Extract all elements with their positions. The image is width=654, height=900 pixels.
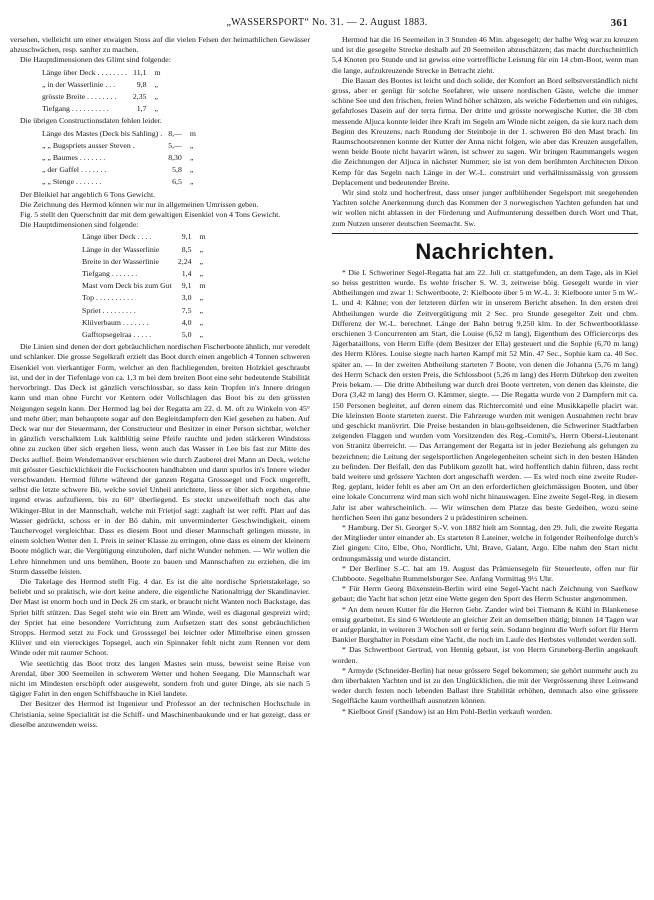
paragraph: versehen, vielleicht um einer etwaigen Stoss auf die vielen Felsen der heimathlichen Gewässer abzuschwächen, resp. sanfter zu machen. xyxy=(10,35,310,55)
spec-label: Länge über Deck . . . . xyxy=(82,232,152,242)
news-item: * Hamburg. Der St. Georger S.-V. von 1882 hielt am Sonntag, den 29. Juli, die zweite Regatta der Mitglieder unter einander ab. Es starteten 8 Lateiner, welche in folgender Reihenfolge durch's Ziel gingen: Cito, Elbe, Oho, Nordlicht, Uhl, Brave, Galant, Argo. Elbe nahm den Start nicht ordnungsmässig und wurde distancirt. xyxy=(332,522,638,563)
spec-label: „ der Gaffel . . . . . . . xyxy=(42,165,107,175)
paragraph: Fig. 5 stellt den Querschnitt dar mit dem gewaltigen Eisenkiel von 4 Tons Gewicht. xyxy=(20,210,281,220)
news-item: * Für Herrn Georg Büxenstein-Berlin wird eine Segel-Yacht nach Zeichnung von Saefkow gebaut; die Yacht hat schon jetzt eine Wette gegen den Sport des Herrn Schuster angenommen. xyxy=(332,584,638,604)
paragraph: Die Zeichnung des Hermod können wir nur in allgemeinen Umrissen geben. xyxy=(20,199,259,209)
paragraph: Die übrigen Constructionsdaten fehlen leider. xyxy=(20,116,162,126)
news-item: * An dem neuen Kutter für die Herren Gebr. Zander wird bei Tiemann & Kühl in Blankenese emsig gearbeitet. Es sind 6 Werkleute an gleicher Zeit an demselben thätig; binnen 14 Tagen war er aufgeplankt, in weiteren 3 Wochen soll er fertig sein. Sodann beginnt die Werft sofort für Herrn Bankier Burghalter in Potsdam eine Yacht, die noch im Laufe des Herbstes vollendet werden soll. xyxy=(332,604,638,645)
spec-row xyxy=(12,92,161,102)
spec-label: Spriet . . . . . . . . . xyxy=(82,305,136,315)
glimt-dimensions-table xyxy=(10,66,163,117)
spec-unit: „ xyxy=(199,330,203,340)
spec-label: Länge über Deck . . . . . . . . xyxy=(42,67,127,77)
spec-row xyxy=(52,330,206,340)
spec-label: Mast vom Deck bis zum Gut xyxy=(82,281,172,291)
hermod-dimensions-table xyxy=(50,230,208,342)
spec-label: Tiefgang . . . . . . . . . . xyxy=(42,104,109,114)
spec-row xyxy=(12,141,196,151)
spec-row xyxy=(12,165,196,175)
news-item: * Kielboot Greif (Sandow) ist an Hrn Pohl-Berlin verkauft worden. xyxy=(342,706,553,716)
spec-value: 7,5 xyxy=(181,305,192,315)
spec-unit: „ xyxy=(189,165,194,175)
spec-label: Tiefgang . . . . . . . xyxy=(82,269,138,279)
spec-unit: „ xyxy=(199,305,203,315)
spec-label: Breite in der Wasserlinie xyxy=(82,256,159,266)
spec-row xyxy=(52,293,206,303)
spec-unit: „ xyxy=(154,104,158,114)
section-divider xyxy=(332,233,638,234)
spec-row xyxy=(12,68,161,78)
spec-row xyxy=(52,281,206,291)
spec-label: Länge des Mastes (Deck bis Sahling) . xyxy=(42,128,163,138)
spec-value: 5,8 xyxy=(172,165,182,175)
paragraph: Der Besitzer des Hermod ist Ingenieur und Professor an der technischen Hochschule in Christiania, seine Specialität ist die Schiff- und Maschinenbaukunde und er hat gezeigt, dass er dieselbe anzuwenden weiss. xyxy=(10,699,310,729)
left-column xyxy=(10,35,310,897)
spec-unit: „ xyxy=(199,317,203,327)
spec-label: „ „ Stenge . . . . . . . xyxy=(42,177,102,187)
spec-row xyxy=(12,177,196,187)
right-column xyxy=(332,35,638,897)
running-title: „WASSERSPORT“ No. 31. — 2. August 1883. xyxy=(226,17,428,28)
spec-value: 8,— xyxy=(168,128,182,138)
spec-unit: „ xyxy=(154,79,158,89)
spec-value: 9,1 xyxy=(181,232,192,242)
paragraph: Die Linien sind denen der dort gebräuchlichen nordischen Fischerboote ähnlich, nur veredelt und schlanker. Die grosse Segelkraft erzielt das Boot durch einen angeblich 4 Tonnen schweren Eisenkiel von vierkantiger Form, welcher an den flachliegenden, breiten Holzkiel geschraubt ist, und der in der Tiefenlage von ca. 1,3 m bei dem breiten Boot eine sehr bedeutende Stabilität hervorbringt. Das Deck ist gänzlich verschlossbar, so dass kein Tropfen in's Innere dringen kann und man ohne Furcht vor Kentern oder Vollschlagen das Boot bis zu den grössten Neigungen segeln kann. Der Hermod lag bei der Regatta am 22. d. M. oft zu Winkeln von 45° und mehr über; man behauptete sogar auf den Begleitdampfern den Kiel gesehen zu haben. Auf Deck war nur der Steuermann, der Constructeur und Besitzer in einer Person sichtbar, welcher in gänzlich verschalktem Luk kaltblütig seine Pfeife rauchte und jeden stärkeren Windstoss ohne zu zucken über sich ergehen liess, wenn auch das Wasser in Lee bis fast zur Mitte des Decks auflief. Beim Wendemanöver erschienen wie durch Zauberei drei Mann an Deck, welche mit grösster Geschicklichkeit die Fockschooten handhabten und dann spurlos in's Innere wieder verschwanden. Hermod führte während der ganzen Regatta Grosssegel und Fock ungerefft, selbst die letzte schwere Bö, welche soviel Unheil anrichtete, liess er über sich ergehen, ohne irgend etwas aufzufieren, bis zu 60° überliegend. Es steckt unzweifelhaft noch das alte Wikinger-Blut in der Mannschaft, welche mit Frietjof sagt: zaghaft ist wer refft. Platt auf das Wasser gedrückt, schoss er in der Bö dahin, mit unverminderter Geschwindigkeit, einem Tauchervogel vergleichbar. Dass es diesem Boot und dieser Mannschaft gelingen musste, in einem solchen Wetter den 1. Preis in seiner Klasse zu erringen, ohne dass es einem der kleinern Boote möglich war, die Vergütigung einzuholen, darf nicht Wunder nehmen. — Wir wollen die Lehre hinnehmen und uns bemühen, Boote zu bauen und Mannschaften zu erziehen, die im Sturm dasselbe leisten. xyxy=(10,342,310,576)
paragraph: Die Bauart des Bootes ist leicht und doch solide, der Komfort an Bord selbstverständlich nicht gross, aber er genügt für solche Seefahrer, wie unsere nordischen Gäste, welche die immer schöne See und den frischen, freien Wind höher schätzen, als weiche Federbetten und ein ruhiges, gefahrloses Dasein auf der terra firma. Der dritte und grösste norwegische Kutter, die 38 cbm messende Aljuca konnte leider ihre Kraft im Segeln am Winde nicht zeigen, da sie kurz nach dem Beginn des Kreuzens, nach Rundung der Steinboje in der 1. schweren Bö den Mast brach. Im Raumschootsrennen konnte der Kutter der Anna nicht folgen, wie aber das Kreuzen ausgefallen, wenn beide Boote nicht havarirt wären, ist schwer zu sagen. Wir bringen Raummangels wegen die Zeichnungen der Aljuca in nächster Nummer; sie ist von dem berühmten Architecten Dixon Kemp für das Segeln nach Länge in der W.-L. construirt und verhältnissmässig von grossem Deplacement und bedeutender Breite. xyxy=(332,75,638,187)
spec-value: 3,0 xyxy=(181,293,192,303)
spec-value: 6,5 xyxy=(172,177,182,187)
spec-label: Länge in der Wasserlinie xyxy=(82,244,160,254)
spec-unit: m xyxy=(154,67,161,77)
page-header xyxy=(0,16,654,30)
spec-row xyxy=(52,269,206,279)
paragraph: Die Takelage des Hermod stellt Fig. 4 dar. Es ist die alte nordische Sprietstakelage, so beliebt und so praktisch, wie dort keine andere, die eigentliche Nationaltrigg der Skandinavier. Der Mast ist enorm hoch und in Deck 26 cm stark, er braucht nicht Wanten noch Backstage, das Spriet hilft stützen. Das Segel steht wie ein Brett am Winde, weil es diagonal gespreizt wird; der Spriet hat eine besondere Vorrichtung zum Aufsetzen statt des sonst gebräuchlichen Stropps. Hermod setzt zu Fock und Grosssegel bei leichter oder Mittelbrise einen grossen Klüver und ein viereckiges Topsegel, auch ein Spinnaker fehlt nicht zum Rennen vor dem Winde oder mit raumer Schoot. xyxy=(10,576,310,658)
spec-value: 8,5 xyxy=(181,244,192,254)
spec-unit: „ xyxy=(154,92,158,102)
paragraph: Wie seetüchtig das Boot trotz des langen Mastes sein muss, beweist seine Reise von Arendal, über 300 Seemeilen in schwerem Wetter und hohen Seegang. Die Mannschaft war nicht im Mindesten erschöpft oder ausgeweht, sondern froh und guter Dinge, als sie nach 5 tägiger Fahrt in den engen Schiffsbauche in Kiel landete. xyxy=(10,658,310,699)
spec-unit: „ xyxy=(189,140,194,150)
spec-row xyxy=(12,104,161,114)
paragraph: Der Bleikiel hat angeblich 6 Tons Gewicht. xyxy=(20,189,156,199)
spec-row xyxy=(52,232,206,242)
news-item: * Armyde (Schneider-Berlin) hat neue grössere Segel bekommen; sie gehört nunmehr auch zu den überbakten Yachten und ist zu den Unglücklichen, die mit der Vergrösserung ihrer Leinwand weder durch festen noch lebenden Ballast ihre Stabilität erhöhen, demnach also eine grössere Segelfläche kaum vortheilhaft ausnutzen können. xyxy=(332,665,638,706)
section-title-nachrichten: Nachrichten. xyxy=(415,238,555,264)
spec-row xyxy=(52,318,206,328)
spec-label: grösste Breite . . . . . . . . xyxy=(42,92,117,102)
news-item: * Der Berliner S.-C. hat am 19. August das Prämiensegeln für Steuerleute, offen nur für Clubboote. Segelbahn Rummelsburger See. Anfang Vormittag 9½ Uhr. xyxy=(332,563,638,583)
spec-value: 9,1 xyxy=(181,281,192,291)
spec-unit: „ xyxy=(199,244,203,254)
spec-row xyxy=(12,80,161,90)
spec-unit: m xyxy=(199,232,206,242)
news-item: * Das Schwertboot Gertrud, von Hennig gebaut, ist von Herrn Gruneberg-Berlin angekauft worden. xyxy=(332,645,638,665)
spec-label: „ „ Baumes . . . . . . . xyxy=(42,153,106,163)
spec-value: 4,0 xyxy=(181,317,192,327)
spec-value: 2,24 xyxy=(177,256,192,266)
spec-unit: m xyxy=(189,128,196,138)
spec-unit: „ xyxy=(199,256,203,266)
spec-label: Gafftopsegelraa . . . . . xyxy=(82,330,152,340)
spec-value: 1,7 xyxy=(136,104,147,114)
spec-label: „ in der Wasserlinie . . . xyxy=(42,79,116,89)
paragraph: Wir sind stolz und hocherfreut, dass unser junger aufblühender Segelsport mit seegehenden Yachten solche Anerkennung durch das Kommen der 3 norwegischen Yachten gefunden hat und wir wollen nicht ablassen in der Förderung und Aufmunterung desselben durch Wort und That, zum Nutzen unserer deutschen Seemacht. Sw. xyxy=(332,188,638,228)
spec-value: 5,0 xyxy=(181,330,192,340)
paragraph: Hermod hat die 16 Seemeilen in 3 Stunden 46 Min. abgesegelt; der halbe Weg war zu kreuzen und ist die gesegelte Strecke deshalb auf 20 Seemeilen abzuschätzen; das macht durchschnittlich 5,4 Knoten pro Stunde und ist gewiss eine vortreffliche Leistung für ein 14 cbm-Boot, wenn man die lange, aufzukreuzende Strecke in Betracht zieht. xyxy=(332,35,638,75)
paragraph: Die Hauptdimensionen des Glimt sind folgende: xyxy=(20,55,171,65)
spec-value: 1,4 xyxy=(181,269,192,279)
spec-unit: „ xyxy=(189,153,194,163)
spec-row xyxy=(52,306,206,316)
spec-label: Klüverbaum . . . . . . . xyxy=(82,317,149,327)
spec-unit: „ xyxy=(199,293,203,303)
spec-value: 5,— xyxy=(168,140,182,150)
spec-row xyxy=(12,153,196,163)
spec-value: 11,1 xyxy=(133,67,147,77)
spec-row xyxy=(52,257,206,267)
spec-row xyxy=(12,129,196,139)
spec-unit: m xyxy=(199,281,206,291)
spec-label: „ „ Bugspriets ausser Steven . xyxy=(42,140,135,150)
spec-value: 9,8 xyxy=(136,79,147,89)
spec-unit: „ xyxy=(189,177,194,187)
page-number: 361 xyxy=(610,17,628,29)
spec-value: 2,35 xyxy=(132,92,147,102)
spec-row xyxy=(52,245,206,255)
rigging-dimensions-table xyxy=(10,127,198,190)
news-item: * Die I. Schweriner Segel-Regatta hat am 22. Juli cr. stattgefunden, an dem Tage, als in Kiel so heiss gestritten wurde. Es wehte frischer S. W. 3, zeitweise böig. Gesegelt wurde in vier Abtheilungen und zwar 1: Schwertboote, 2: Kielboote über 5 m W.-L. 3: Kielboote unter 5 m W.-L. und 4: Kähne; von der letzteren dürfen wir in unserem Bericht absehen. In den ersten drei Abtheilungen wurde die Zeitvergütigung mit 2 Sec. pro Stunde gesegelter Zeit und cbm. Differenz der W.-L. berechnet. Länge der Bahn betrug 9,250 klm. In der Schwertbootklasse erschienen 3 Concurrenten am Start, die Louise (6,52 m lang), Eigenthum des Officiercorps des Jägerbataillons, von Herrn Eiffe (dem Besitzer der Ella) gesteuert und die Sophie (6,70 m lang) des Herrn Klöres. Louise siegte nach harten Kampf mit 52 Min. 47 Sec., Sophie kam ca. 40 Sec. später an. — In der zweiten Abtheilung starteten 7 Boote, von denen die Johanna (5,76 m lang) des Herrn Schack den ersten Preis, die Schlossboot (5,26 m lang) des Herrn Dührkop den zweiten Preis bekam. — Die dritte Abtheilung war durch drei Boote vertreten, von denen das kleinste, die Dora (3,42 m lang) des Herrn O. Kämmer, siegte. — Die Regatta wurde von 2 Dampfern mit ca. 150 Personen begleitet, auf deren einem das Richtercomité und eine Musikkapelle placirt war. Die kleinsten Boote starteten zuerst. Die Fahrzeuge wurden mit wenigen Ausnahmen recht brav und geschickt manövrirt. Die Preise bestanden in blau-gelbseidenen, die Schweriner Stadtfarben zeigenden Flaggen und wurden vom Vorsitzenden des Reg.-Comité's, Herrn Oberst-Lieutenant von Stranitz überreicht. — Das Arrangement der Regatta ist in jeder Beziehung als gelungen zu bezeichnen; die Leitung der segelsportlichen Angelegenheiten scheint sich in den besten Händen zu befinden. Der Beifall, den das Publikum gezollt hat, wird hoffentlich dahin führen, dass recht bald weitere und grössere Yachten dort angeschafft werden. — Es wird noch eine zweite Ruder-Reg. geplant, leider fehlt es aber am Ort an den erforderlichen gleichmässigen Booten, und über eine lokale Concurrenz wird man sich wohl nicht hinauswagen. Eine zweite Segel-Reg. in diesem Jahr ist aber wahrscheinlich. — Wir wünschen dem Platze das beste Gedeihen, wozu seine herrlichen Seen ihn ganz besonders 2 u prädestiniren scheinen. xyxy=(332,267,638,522)
paragraph: Die Hauptdimensionen sind folgende: xyxy=(20,220,139,230)
spec-label: Top . . . . . . . . . . xyxy=(82,293,133,303)
spec-value: 8,30 xyxy=(168,153,182,163)
spec-unit: „ xyxy=(199,269,203,279)
